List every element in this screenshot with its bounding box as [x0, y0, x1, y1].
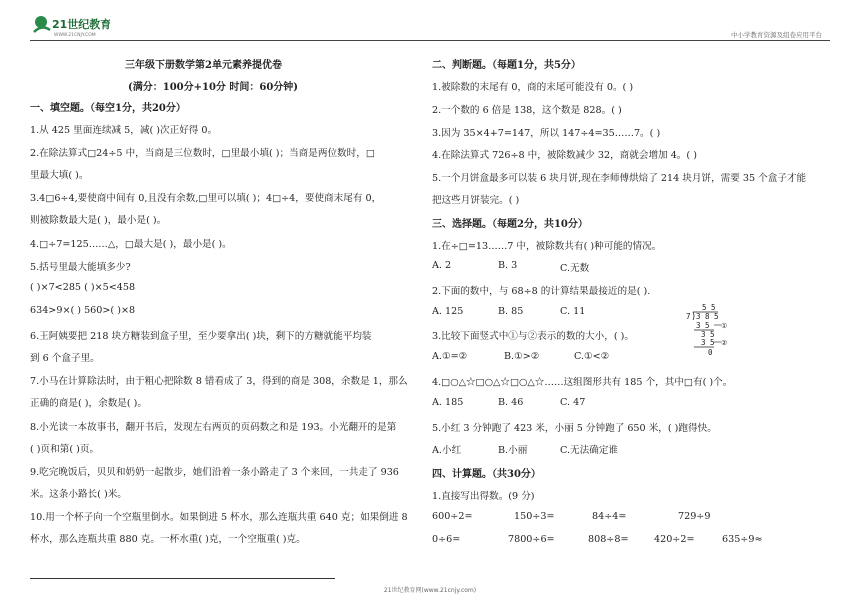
question-2-line2: 里最大填( )。 — [30, 170, 89, 181]
choice-5: 5.小红 3 分钟跑了 423 米，小丽 5 分钟跑了 650 米，( )跑得快。 — [432, 423, 717, 434]
choice-2-option-c: C. 11 — [560, 306, 586, 317]
choice-4-option-b: B. 46 — [498, 397, 524, 408]
choice-3-option-c: C.①<② — [574, 351, 610, 362]
footer-text: 21世纪教育网(www.21cnjy.com) — [383, 587, 477, 594]
section-calculation: 四、计算题。（共30分） — [432, 469, 541, 480]
section-fill-blank: 一、填空题。（每空1分，共20分） — [30, 103, 186, 114]
calc-item: 7800÷6= — [508, 534, 555, 545]
calc-item: 84÷4= — [592, 511, 627, 522]
footer-divider — [30, 578, 335, 579]
choice-1-option-a: A. 2 — [432, 260, 452, 271]
calc-item: 635÷9≈ — [722, 534, 763, 545]
question-1: 1.从 425 里面连续减 5，减( )次正好得 0。 — [30, 125, 218, 136]
question-8-line2: ( )页和第( )页。 — [30, 444, 100, 455]
logo — [30, 10, 110, 40]
division-dividend: 3 8 5 — [696, 312, 719, 321]
section-choice: 三、选择题。（每题2分，共10分） — [432, 219, 588, 230]
division-divisor: 7 — [686, 312, 691, 321]
logo-subtext: WWW.21CNJY.COM — [54, 33, 96, 38]
division-step-1: 3 5 — [696, 321, 710, 330]
long-division-figure — [684, 302, 730, 356]
choice-1-option-b: B. 3 — [498, 260, 518, 271]
calc-instruction: 1.直接写出得数。(9 分) — [432, 491, 535, 502]
calc-item: 600÷2= — [432, 511, 473, 522]
choice-2: 2.下面的数中，与 68÷8 的计算结果最接近的是( ). — [432, 286, 651, 297]
calc-item: 150÷3= — [514, 511, 555, 522]
exam-subtitle: (满分：100分+10分 时间：60分钟) — [128, 82, 299, 93]
division-remainder: 0 — [708, 348, 713, 356]
judge-2: 2.一个数的 6 倍是 138，这个数是 828。( ) — [432, 105, 622, 116]
choice-5-option-b: B.小丽 — [498, 445, 528, 456]
choice-3-option-b: B.①>② — [504, 351, 540, 362]
division-step-3: 3 5 — [701, 338, 715, 347]
judge-5-line1: 5.一个月饼盒最多可以装 6 块月饼,现在李师傅烘焙了 214 块月饼，需要 35 个盒子才能 — [432, 173, 807, 184]
choice-1-option-c: C.无数 — [560, 263, 590, 274]
header-platform-text: 中小学教育资源及组卷应用平台 — [731, 31, 822, 39]
question-3-line1: 3.4□6÷4,要使商中间有 0,且没有余数,□里可以填( )；4□÷4，要使商末尾有 0， — [30, 193, 382, 204]
section-true-false: 二、判断题。（每题1分，共5分） — [432, 60, 581, 71]
choice-4-option-a: A. 185 — [432, 397, 464, 408]
choice-2-option-a: A. 125 — [432, 306, 464, 317]
question-8-line1: 8.小光读一本故事书，翻开书后，发现左右两页的页码数之和是 193。小光翻开的是第 — [30, 422, 397, 433]
question-7-line1: 7.小马在计算除法时，由于粗心把除数 8 错看成了 3，得到的商是 308，余数是 1，那么 — [30, 376, 408, 387]
judge-1: 1.被除数的末尾有 0，商的末尾可能没有 0。( ) — [432, 82, 634, 93]
calc-item: 420÷2= — [654, 534, 695, 545]
question-6-line1: 6.王阿姨要把 218 块方糖装到盒子里，至少要拿出( )块，剩下的方糖就能平均装 — [30, 331, 372, 342]
choice-3: 3.比较下面竖式中①与②表示的数的大小，( )。 — [432, 331, 634, 342]
question-5-row2: 634>9×( ) 560>( )×8 — [30, 305, 136, 316]
question-9-line2: 米。这条小路长( )米。 — [30, 489, 127, 500]
judge-5-line2: 把这些月饼装完。( ) — [432, 195, 520, 206]
question-5-row1: ( )×7<285 ( )×5<458 — [30, 282, 136, 293]
division-step-2: 3 5 — [701, 330, 715, 339]
question-3-line2: 则被除数最大是( )，最小是( )。 — [30, 215, 167, 226]
choice-4: 4.□○△☆□○△☆□○△☆……这组图形共有 185 个，其中□有( )个。 — [432, 377, 733, 388]
judge-4: 4.在除法算式 726÷8 中，被除数减少 32，商就会增加 4。( ) — [432, 150, 697, 161]
calc-item: 808÷8= — [588, 534, 629, 545]
question-5: 5.括号里最大能填多少? — [30, 262, 131, 273]
division-mark-1: ① — [721, 322, 728, 330]
question-2-line1: 2.在除法算式□24÷5 中，当商是三位数时，□里最小填( )；当商是两位数时，□ — [30, 148, 375, 159]
exam-title: 三年级下册数学第2单元素养提优卷 — [125, 60, 282, 71]
question-7-line2: 正确的商是( )，余数是( )。 — [30, 398, 148, 409]
judge-3: 3.因为 35×4+7=147，所以 147÷4=35……7。( ) — [432, 128, 661, 139]
logo-text: 21世纪教育 — [52, 18, 110, 31]
choice-4-option-c: C. 47 — [560, 397, 586, 408]
choice-5-option-c: C.无法确定谁 — [560, 445, 619, 456]
choice-5-option-a: A.小红 — [432, 445, 462, 456]
question-9-line1: 9.吃完晚饭后，贝贝和奶奶一起散步，她们沿着一条小路走了 3 个来回，一共走了 936 — [30, 467, 399, 478]
question-10-line1: 10.用一个杯子向一个空瓶里倒水。如果倒进 5 杯水，那么连瓶共重 640 克；如果倒进 8 — [30, 512, 408, 523]
choice-2-option-b: B. 85 — [498, 306, 524, 317]
choice-1: 1.在÷□=13……7 中，被除数共有( )种可能的情况。 — [432, 241, 662, 252]
calc-item: 729÷9 — [678, 511, 711, 522]
choice-3-option-a: A.①=② — [432, 351, 468, 362]
question-10-line2: 杯水，那么连瓶共重 880 克。一杯水重( )克，一个空瓶重( )克。 — [30, 534, 306, 545]
division-mark-2: ② — [721, 339, 728, 347]
question-4: 4.□÷7=125……△，□最大是( )，最小是( )。 — [30, 239, 232, 250]
logo-icon — [30, 10, 110, 40]
division-quotient: 5 5 — [702, 303, 716, 312]
calc-item: 0÷6= — [432, 534, 461, 545]
header-divider — [30, 40, 830, 41]
question-6-line2: 到 6 个盒子里。 — [30, 353, 100, 364]
